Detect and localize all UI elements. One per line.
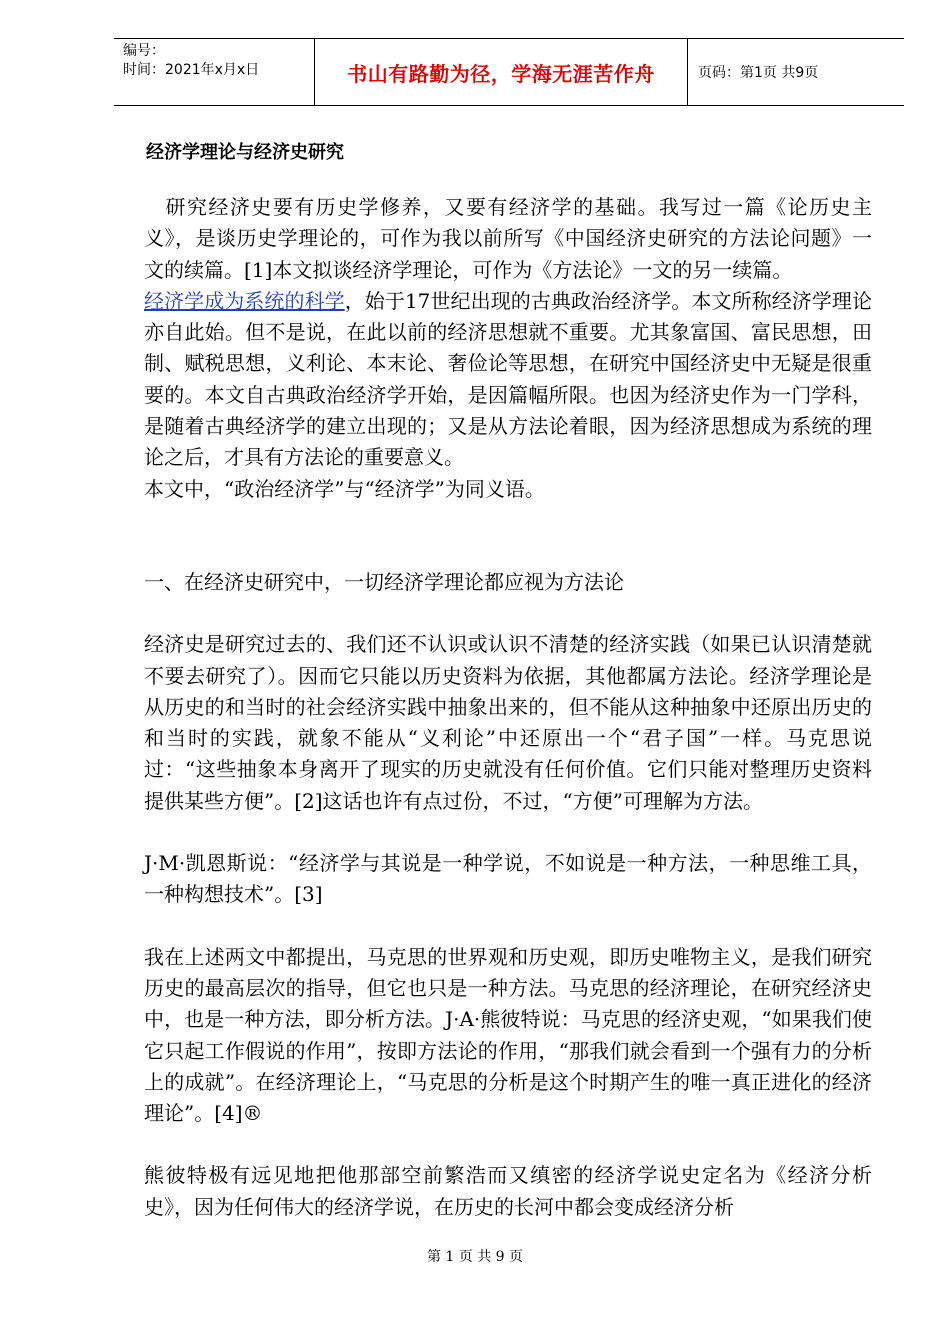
paragraph-synonym: 本文中，“政治经济学”与“经济学”为同义语。 <box>144 476 545 501</box>
document-number: 编号： <box>123 43 165 59</box>
science-link[interactable]: 经济学成为系统的科学 <box>144 288 345 313</box>
page-footer: 第 1 页 共 9 页 <box>426 1249 524 1265</box>
paragraph-origin <box>144 286 872 474</box>
header-table <box>114 38 904 106</box>
paragraph-marx: 我在上述两文中都提出，马克思的世界观和历史观，即历史唯物主义，是我们研究历史的最高层次的指导，但它也只是一种方法。马克思的经济理论，在研究经济史中，也是一种方法，即分析方法。J·A·熊彼特说：马克思的经济史观，“如果我们使它只起工作假说的作用”，按即方法论的作用，“那我们就会看到一个强有力的分析上的成就”。在经济理论上，“马克思的分析是这个时期产生的唯一真正进化的经济理论”。[4]® <box>144 944 872 1126</box>
header-meta <box>114 39 315 105</box>
header-motto: 书山有路勤为径，学海无涯苦作舟 <box>315 39 688 105</box>
paragraph-intro: 研究经济史要有历史学修养，又要有经济学的基础。我写过一篇《论历史主义》，是谈历史学理论的，可作为我以前所写《中国经济史研究的方法论问题》一文的续篇。[1]本文拟谈经济学理论，可作为《方法论》一文的另一续篇。 <box>144 195 872 282</box>
paragraph-origin-text: ，始于17世纪出现的古典政治经济学。本文所称经济学理论亦自此始。但不是说，在此以前的经济思想就不重要。尤其象富国、富民思想，田制、赋税思想，义利论、本末论、奢俭论等思想，在研究中国经济史中无疑是很重要的。本文自古典政治经济学开始，是因篇幅所限。也因为经济史作为一门学科，是随着古典经济学的建立出现的；又是从方法论着眼，因为经济思想成为系统的理论之后，才具有方法论的重要意义。 <box>144 288 873 470</box>
paragraph-schumpeter: 熊彼特极有远见地把他那部空前繁浩而又缜密的经济学说史定名为《经济分析史》，因为任何伟大的经济学说，在历史的长河中都会变成经济分析 <box>144 1163 872 1219</box>
header-page-info: 页码：第1页 共9页 <box>698 65 819 81</box>
section-heading-1: 一、在经济史研究中，一切经济学理论都应视为方法论 <box>144 569 624 594</box>
paragraph-keynes: J·M·凯恩斯说：“经济学与其说是一种学说，不如说是一种方法，一种思维工具，一种构想技术”。[3] <box>144 851 872 907</box>
document-title: 经济学理论与经济史研究 <box>146 142 344 163</box>
document-body <box>144 192 872 1223</box>
paragraph-history: 经济史是研究过去的、我们还不认识或认识不清楚的经济实践（如果已认识清楚就不要去研究了）。因而它只能以历史资料为依据，其他都属方法论。经济学理论是从历史的和当时的社会经济实践中抽象出来的，但不能从这种抽象中还原出历史的和当时的实践，就象不能从“义利论”中还原出一个“君子国”一样。马克思说过：“这些抽象本身离开了现实的历史就没有任何价值。它们只能对整理历史资料提供某些方便”。[2]这话也许有点过份，不过，“方便”可理解为方法。 <box>144 632 872 813</box>
document-time: 时间：2021年x月x日 <box>123 62 260 78</box>
